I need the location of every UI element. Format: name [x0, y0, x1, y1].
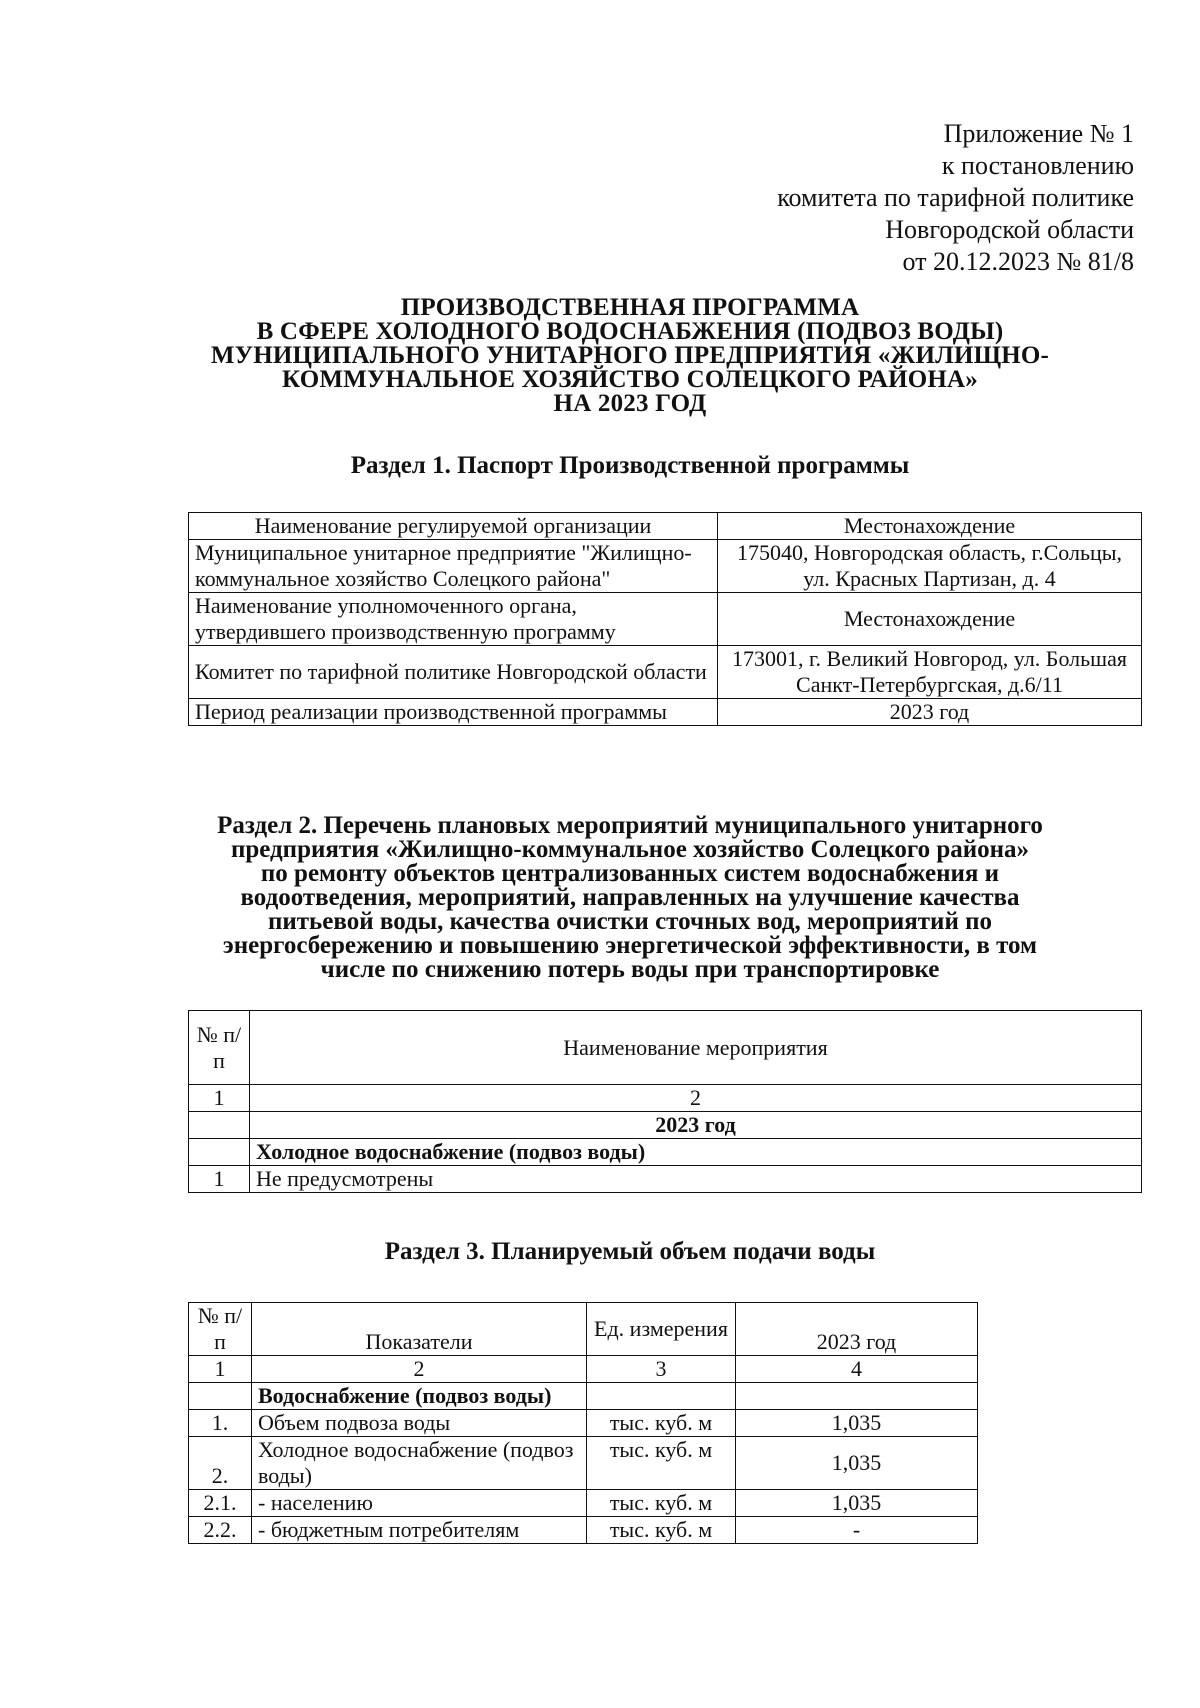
table-cell: 2. — [189, 1437, 252, 1490]
section1-heading: Раздел 1. Паспорт Производственной программы — [350, 452, 910, 479]
table-header-row — [189, 1011, 1142, 1085]
table-row — [189, 699, 1142, 726]
document-title — [150, 296, 1110, 416]
table-row — [189, 513, 1142, 540]
header-unit: Ед. измерения — [587, 1303, 736, 1356]
table-cell: Муниципальное унитарное предприятие "Жилищно-коммунальное хозяйство Солецкого района" — [189, 540, 718, 593]
table-cell — [587, 1383, 736, 1410]
table-row — [189, 1490, 978, 1517]
heading-line: предприятия «Жилищно-коммунальное хозяйство Солецкого района» — [230, 836, 1030, 863]
table-cell: Объем подвоза воды — [252, 1410, 587, 1437]
appendix-line: Приложение № 1 — [943, 119, 1134, 148]
table-cell: 2.2. — [189, 1517, 252, 1544]
table-cell: 1. — [189, 1410, 252, 1437]
table-cell — [189, 1139, 250, 1166]
table-cell: Наименование регулируемой организации — [189, 513, 718, 540]
table-cell — [189, 1112, 250, 1139]
table-cell: 1 — [189, 1356, 252, 1383]
table-cell: Наименование уполномоченного органа, утвердившего производственную программу — [189, 593, 718, 646]
table-cell: 1,035 — [736, 1490, 978, 1517]
appendix-line: Новгородской области — [885, 215, 1134, 244]
table-cell: - бюджетным потребителям — [252, 1517, 587, 1544]
table-row — [189, 540, 1142, 593]
header-name: Наименование мероприятия — [250, 1011, 1142, 1085]
table-row — [189, 1437, 978, 1490]
header-year: 2023 год — [736, 1303, 978, 1356]
table-cell: тыс. куб. м — [587, 1437, 736, 1490]
table-cell: 1 — [189, 1166, 250, 1193]
table-row — [189, 1085, 1142, 1112]
header-num: № п/п — [189, 1011, 250, 1085]
table-row — [189, 1166, 1142, 1193]
heading-line: числе по снижению потерь воды при транспортировке — [320, 956, 940, 983]
table-cell: 2 — [252, 1356, 587, 1383]
table-cell: Местонахождение — [718, 593, 1142, 646]
section3-heading: Раздел 3. Планируемый объем подачи воды — [384, 1238, 876, 1265]
table-cell — [736, 1383, 978, 1410]
table-row — [189, 593, 1142, 646]
table-cell: тыс. куб. м — [587, 1517, 736, 1544]
year-label: 2023 год — [250, 1112, 1142, 1139]
appendix-line: от 20.12.2023 № 81/8 — [902, 247, 1134, 276]
heading-line: водоотведения, мероприятий, направленных на улучшение качества — [240, 884, 1020, 911]
title-line: ПРОИЗВОДСТВЕННАЯ ПРОГРАММА — [400, 294, 860, 321]
table-row — [189, 1356, 978, 1383]
passport-table — [188, 512, 1142, 726]
table-row — [189, 1410, 978, 1437]
measures-table — [188, 1010, 1142, 1193]
table-row — [189, 1383, 978, 1410]
table-cell: Комитет по тарифной политике Новгородской области — [189, 646, 718, 699]
table-row — [189, 1112, 1142, 1139]
table-cell: Не предусмотрены — [250, 1166, 1142, 1193]
table-row — [189, 1139, 1142, 1166]
appendix-line: к постановлению — [941, 151, 1134, 180]
table-row — [189, 646, 1142, 699]
table-cell: 2 — [250, 1085, 1142, 1112]
appendix-block — [777, 118, 1134, 278]
table-cell: тыс. куб. м — [587, 1490, 736, 1517]
title-line: МУНИЦИПАЛЬНОГО УНИТАРНОГО ПРЕДПРИЯТИЯ «ЖИЛИЩНО- — [210, 342, 1050, 369]
table-cell: Холодное водоснабжение (подвоз воды) — [252, 1437, 587, 1490]
table-row — [189, 1517, 978, 1544]
heading-line: по ремонту объектов централизованных систем водоснабжения и — [260, 860, 1000, 887]
table-cell: Местонахождение — [718, 513, 1142, 540]
table-cell: 1 — [189, 1085, 250, 1112]
water-supply-table — [188, 1302, 978, 1544]
header-num: № п/п — [189, 1303, 252, 1356]
table-header-row — [189, 1303, 978, 1356]
header-indicator: Показатели — [252, 1303, 587, 1356]
table-cell: тыс. куб. м — [587, 1410, 736, 1437]
section2-heading — [150, 814, 1110, 982]
group-label: Холодное водоснабжение (подвоз воды) — [250, 1139, 1142, 1166]
heading-line: питьевой воды, качества очистки сточных вод, мероприятий по — [267, 908, 993, 935]
table-cell: 1,035 — [736, 1437, 978, 1490]
heading-line: энергосбережению и повышению энергетической эффективности, в том — [222, 932, 1038, 959]
table-cell: Период реализации производственной программы — [189, 699, 718, 726]
table-cell: 2023 год — [718, 699, 1142, 726]
table-cell: 4 — [736, 1356, 978, 1383]
table-cell: 1,035 — [736, 1410, 978, 1437]
title-line: КОММУНАЛЬНОЕ ХОЗЯЙСТВО СОЛЕЦКОГО РАЙОНА» — [282, 366, 978, 393]
table-cell: - населению — [252, 1490, 587, 1517]
appendix-line: комитета по тарифной политике — [777, 183, 1134, 212]
table-cell: 2.1. — [189, 1490, 252, 1517]
table-cell: - — [736, 1517, 978, 1544]
group-label: Водоснабжение (подвоз воды) — [252, 1383, 587, 1410]
heading-line: Раздел 2. Перечень плановых мероприятий муниципального унитарного — [217, 812, 1043, 839]
table-cell: 173001, г. Великий Новгород, ул. Большая Санкт-Петербургская, д.6/11 — [718, 646, 1142, 699]
title-line: НА 2023 ГОД — [553, 390, 707, 417]
table-cell: 175040, Новгородская область, г.Сольцы, ул. Красных Партизан, д. 4 — [718, 540, 1142, 593]
table-cell: 3 — [587, 1356, 736, 1383]
table-cell — [189, 1383, 252, 1410]
title-line: В СФЕРЕ ХОЛОДНОГО ВОДОСНАБЖЕНИЯ (ПОДВОЗ ВОДЫ) — [256, 318, 1004, 345]
